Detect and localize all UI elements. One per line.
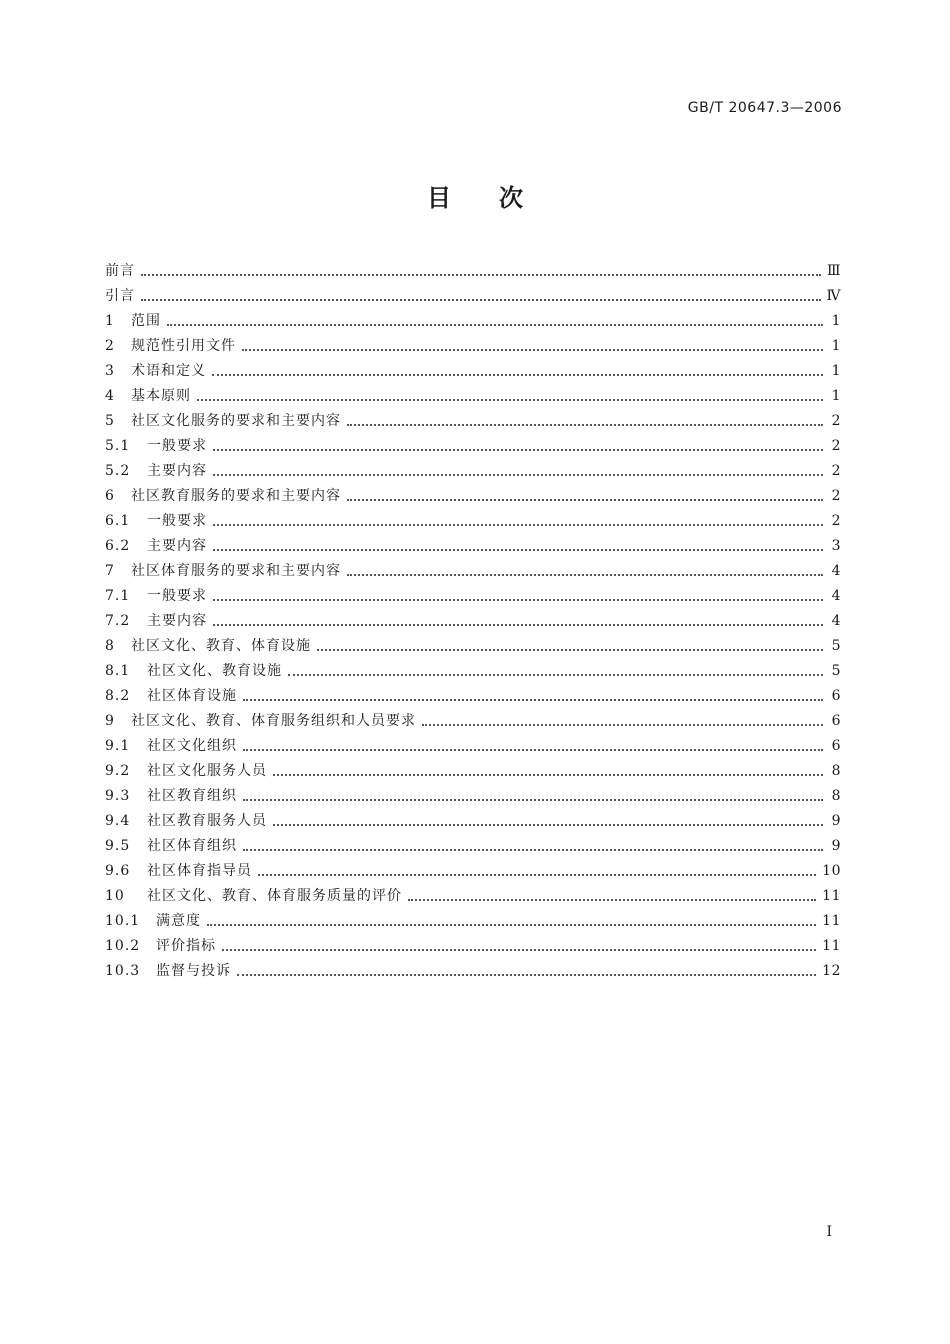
toc-entry-page: 12 [822, 963, 841, 979]
toc-entry[interactable] [105, 759, 841, 784]
toc-entry-number: 10.3 [105, 963, 141, 979]
toc-entry-title [105, 909, 201, 934]
dot-leader [213, 523, 823, 526]
toc-entry-page: 9 [831, 838, 841, 854]
table-of-contents [105, 259, 841, 984]
toc-entry-label: 前言 [105, 263, 135, 279]
toc-entry-label: 规范性引用文件 [131, 338, 236, 354]
toc-entry[interactable] [105, 559, 841, 584]
toc-entry-label: 社区文化、教育、体育服务组织和人员要求 [131, 713, 416, 729]
toc-entry-page: Ⅳ [826, 288, 841, 304]
toc-entry-number: 9.3 [105, 788, 131, 804]
toc-entry[interactable] [105, 434, 841, 459]
toc-entry-page: 8 [831, 763, 841, 779]
toc-entry-label: 社区体育设施 [147, 688, 237, 704]
toc-entry-title [105, 809, 267, 834]
dot-leader [141, 298, 821, 301]
toc-entry-number: 9.5 [105, 838, 131, 854]
toc-entry[interactable] [105, 684, 841, 709]
toc-entry[interactable] [105, 259, 841, 284]
toc-entry-title [105, 584, 207, 609]
toc-entry-title [105, 559, 341, 584]
toc-entry-title [105, 734, 237, 759]
toc-entry-title [105, 409, 341, 434]
toc-entry-number: 9 [105, 713, 115, 729]
toc-entry-label: 社区体育服务的要求和主要内容 [131, 563, 341, 579]
toc-entry-number: 5.2 [105, 463, 131, 479]
toc-entry-title [105, 309, 161, 334]
toc-entry-title [105, 709, 416, 734]
toc-entry-label: 基本原则 [131, 388, 191, 404]
dot-leader [213, 473, 823, 476]
toc-entry-page: 2 [831, 413, 841, 429]
dot-leader [317, 648, 823, 651]
toc-entry[interactable] [105, 334, 841, 359]
dot-leader [207, 923, 816, 926]
toc-entry[interactable] [105, 909, 841, 934]
toc-entry-title [105, 459, 207, 484]
dot-leader [273, 773, 823, 776]
dot-leader [197, 398, 823, 401]
standard-code: GB/T 20647.3—2006 [687, 100, 842, 116]
toc-entry-number: 7.2 [105, 613, 131, 629]
toc-entry-number: 1 [105, 313, 115, 329]
toc-entry-page: 2 [831, 438, 841, 454]
toc-entry[interactable] [105, 734, 841, 759]
dot-leader [422, 723, 823, 726]
toc-entry[interactable] [105, 634, 841, 659]
toc-entry[interactable] [105, 534, 841, 559]
toc-entry-page: 2 [831, 463, 841, 479]
toc-entry-title [105, 334, 236, 359]
toc-entry-number: 9.2 [105, 763, 131, 779]
toc-entry-page: 2 [831, 513, 841, 529]
toc-entry-number: 5.1 [105, 438, 131, 454]
toc-entry-title [105, 534, 207, 559]
toc-entry-title [105, 484, 341, 509]
toc-entry-page: 9 [831, 813, 841, 829]
toc-entry-page: 6 [831, 688, 841, 704]
toc-entry[interactable] [105, 309, 841, 334]
toc-entry-label: 主要内容 [147, 613, 207, 629]
toc-entry-page: 2 [831, 488, 841, 504]
toc-entry-label: 社区文化、教育设施 [147, 663, 282, 679]
toc-entry[interactable] [105, 959, 841, 984]
dot-leader [243, 798, 823, 801]
toc-entry-page: 1 [831, 313, 841, 329]
dot-leader [347, 573, 823, 576]
toc-entry-page: 1 [831, 338, 841, 354]
toc-entry-label: 社区教育组织 [147, 788, 237, 804]
toc-entry-page: 4 [831, 563, 841, 579]
toc-entry-label: 主要内容 [147, 538, 207, 554]
toc-entry-label: 一般要求 [147, 513, 207, 529]
toc-entry-title [105, 834, 237, 859]
toc-entry-page: 1 [831, 388, 841, 404]
toc-entry-label: 社区教育服务的要求和主要内容 [131, 488, 341, 504]
toc-entry-title [105, 509, 207, 534]
dot-leader [242, 348, 823, 351]
toc-entry-label: 满意度 [156, 913, 201, 929]
toc-entry-page: 10 [822, 863, 841, 879]
toc-entry-label: 社区文化、教育、体育服务质量的评价 [147, 888, 402, 904]
dot-leader [213, 598, 823, 601]
toc-entry-label: 社区教育服务人员 [147, 813, 267, 829]
toc-entry-page: 11 [822, 938, 841, 954]
toc-entry-page: 11 [822, 888, 841, 904]
toc-entry-page: 3 [831, 538, 841, 554]
toc-entry[interactable] [105, 409, 841, 434]
dot-leader [243, 748, 823, 751]
toc-entry-title [105, 384, 191, 409]
toc-entry-page: 5 [831, 663, 841, 679]
dot-leader [243, 848, 823, 851]
toc-entry-label: 一般要求 [147, 438, 207, 454]
toc-entry-number: 5 [105, 413, 115, 429]
dot-leader [408, 898, 816, 901]
toc-entry-label: 社区体育组织 [147, 838, 237, 854]
toc-entry-label: 评价指标 [156, 938, 216, 954]
dot-leader [213, 448, 823, 451]
dot-leader [243, 698, 823, 701]
toc-entry[interactable] [105, 484, 841, 509]
toc-entry-label: 监督与投诉 [156, 963, 231, 979]
toc-entry-page: 5 [831, 638, 841, 654]
toc-entry[interactable] [105, 809, 841, 834]
dot-leader [288, 673, 823, 676]
toc-entry-number: 7 [105, 563, 115, 579]
dot-leader [273, 823, 823, 826]
toc-entry-title [105, 959, 231, 984]
dot-leader [212, 373, 823, 376]
toc-entry-title [105, 684, 237, 709]
toc-entry[interactable] [105, 884, 841, 909]
toc-entry-label: 社区文化、教育、体育设施 [131, 638, 311, 654]
dot-leader [347, 498, 823, 501]
toc-entry-title [105, 884, 402, 909]
toc-entry-number: 6.1 [105, 513, 131, 529]
toc-entry-number: 9.4 [105, 813, 131, 829]
toc-entry-number: 8 [105, 638, 115, 654]
toc-entry[interactable] [105, 284, 841, 309]
page-title: 目 次 [427, 184, 523, 212]
toc-entry-page: 6 [831, 738, 841, 754]
toc-entry[interactable] [105, 459, 841, 484]
toc-entry-label: 一般要求 [147, 588, 207, 604]
toc-entry-number: 6 [105, 488, 115, 504]
toc-entry-number: 6.2 [105, 538, 131, 554]
toc-entry[interactable] [105, 784, 841, 809]
toc-entry-number: 2 [105, 338, 115, 354]
dot-leader [347, 423, 823, 426]
toc-entry[interactable] [105, 384, 841, 409]
toc-entry[interactable] [105, 834, 841, 859]
toc-entry-number: 3 [105, 363, 115, 379]
toc-entry-title [105, 759, 267, 784]
toc-entry-page: 11 [822, 913, 841, 929]
toc-entry-page: 1 [831, 363, 841, 379]
toc-entry-title [105, 659, 282, 684]
toc-entry-number: 8.1 [105, 663, 131, 679]
page-number: I [826, 1224, 832, 1240]
toc-entry-title [105, 934, 216, 959]
toc-entry-number: 4 [105, 388, 115, 404]
toc-entry[interactable] [105, 859, 841, 884]
toc-entry-title [105, 259, 135, 284]
dot-leader [222, 948, 816, 951]
dot-leader [237, 973, 816, 976]
toc-entry-page: 6 [831, 713, 841, 729]
dot-leader [213, 548, 823, 551]
toc-entry-label: 社区体育指导员 [147, 863, 252, 879]
dot-leader [167, 323, 823, 326]
toc-entry[interactable] [105, 509, 841, 534]
toc-entry[interactable] [105, 934, 841, 959]
toc-entry-title [105, 434, 207, 459]
toc-entry-number: 9.1 [105, 738, 131, 754]
toc-entry-title [105, 784, 237, 809]
toc-entry-page: 8 [831, 788, 841, 804]
toc-entry[interactable] [105, 359, 841, 384]
toc-entry-number: 7.1 [105, 588, 131, 604]
toc-entry-label: 范围 [131, 313, 161, 329]
toc-entry-label: 主要内容 [147, 463, 207, 479]
toc-entry-title [105, 634, 311, 659]
toc-entry-title [105, 609, 207, 634]
toc-entry-label: 社区文化组织 [147, 738, 237, 754]
toc-entry[interactable] [105, 609, 841, 634]
dot-leader [258, 873, 816, 876]
toc-entry-number: 9.6 [105, 863, 131, 879]
toc-entry-label: 社区文化服务的要求和主要内容 [131, 413, 341, 429]
toc-entry[interactable] [105, 659, 841, 684]
toc-entry-number: 10 [105, 888, 125, 904]
toc-entry-page: 4 [831, 588, 841, 604]
toc-entry-number: 8.2 [105, 688, 131, 704]
toc-entry-title [105, 859, 252, 884]
toc-entry-page: 4 [831, 613, 841, 629]
dot-leader [141, 273, 821, 276]
toc-entry-page: Ⅲ [826, 263, 841, 279]
toc-entry-label: 社区文化服务人员 [147, 763, 267, 779]
toc-entry[interactable] [105, 709, 841, 734]
toc-entry[interactable] [105, 584, 841, 609]
toc-entry-label: 引言 [105, 288, 135, 304]
toc-entry-number: 10.1 [105, 913, 141, 929]
toc-entry-title [105, 284, 135, 309]
toc-entry-number: 10.2 [105, 938, 141, 954]
toc-entry-label: 术语和定义 [131, 363, 206, 379]
dot-leader [213, 623, 823, 626]
toc-entry-title [105, 359, 206, 384]
